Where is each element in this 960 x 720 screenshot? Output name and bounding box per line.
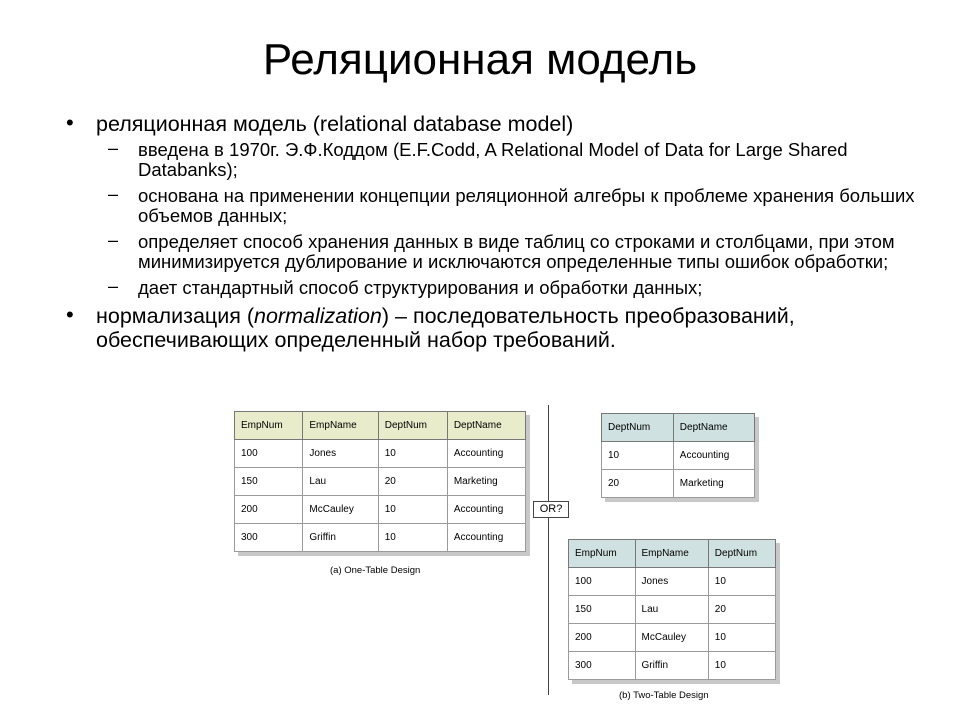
table-cell: Accounting xyxy=(447,524,525,552)
sub-bullet xyxy=(60,278,920,298)
table-row xyxy=(235,440,526,468)
table-cell: Jones xyxy=(635,568,708,596)
sub-bullet-text: основана на применении концепции реляционной алгебры к проблеме хранения больших объемов данных; xyxy=(138,185,915,226)
table-cell: McCauley xyxy=(635,624,708,652)
dash-icon: – xyxy=(108,230,119,250)
or-label: OR? xyxy=(533,501,569,518)
bullet-list xyxy=(60,112,920,356)
table-cell: 20 xyxy=(378,468,447,496)
table-cell: 150 xyxy=(235,468,303,496)
normalization-after: ) – последовательность преобразований, обеспечивающих определенный набор требований. xyxy=(96,304,795,352)
dash-icon: – xyxy=(108,276,119,296)
table-cell: 10 xyxy=(602,442,674,470)
table-cell: 200 xyxy=(569,624,636,652)
sub-bullet xyxy=(60,140,920,180)
table-cell: 10 xyxy=(708,652,775,680)
dept-table xyxy=(601,413,755,498)
table-cell: 10 xyxy=(708,624,775,652)
table-row xyxy=(235,496,526,524)
dash-icon: – xyxy=(108,184,119,204)
separator-line xyxy=(548,405,549,695)
column-header: DeptNum xyxy=(378,412,447,440)
table-cell: 300 xyxy=(569,652,636,680)
table-cell: Accounting xyxy=(673,442,754,470)
bullet-relational-model xyxy=(60,112,920,136)
table-cell: 300 xyxy=(235,524,303,552)
column-header: EmpName xyxy=(635,540,708,568)
sub-bullet-text: дает стандартный способ структурирования и обработки данных; xyxy=(138,277,703,298)
column-header: EmpNum xyxy=(569,540,636,568)
table-row xyxy=(569,568,776,596)
table-cell: 10 xyxy=(378,524,447,552)
table-cell: Lau xyxy=(635,596,708,624)
emp-table xyxy=(568,539,776,680)
one-table-caption: (a) One-Table Design xyxy=(330,565,421,576)
table-row xyxy=(569,624,776,652)
table-row xyxy=(569,652,776,680)
table-cell: Marketing xyxy=(447,468,525,496)
table-cell: 10 xyxy=(378,440,447,468)
table-cell: 10 xyxy=(378,496,447,524)
table-cell: McCauley xyxy=(303,496,378,524)
normalization-term: normalization xyxy=(254,304,382,328)
table-row xyxy=(235,524,526,552)
table-row xyxy=(602,442,755,470)
table-cell: Griffin xyxy=(303,524,378,552)
table-cell: 20 xyxy=(708,596,775,624)
table-cell: 10 xyxy=(708,568,775,596)
sub-bullet-text: определяет способ хранения данных в виде таблиц со строками и столбцами, при этом минимизируется дублирование и исключаются определенные типы ошибок обработки; xyxy=(138,231,895,272)
table-cell: 20 xyxy=(602,470,674,498)
table-cell: Lau xyxy=(303,468,378,496)
normalization-before: нормализация ( xyxy=(96,304,254,328)
column-header: EmpName xyxy=(303,412,378,440)
slide-title: Реляционная модель xyxy=(262,35,698,84)
bullet-dot-icon: • xyxy=(66,302,74,327)
table-cell: Accounting xyxy=(447,496,525,524)
sub-bullet xyxy=(60,186,920,226)
bullet-text: реляционная модель (relational database model) xyxy=(96,112,574,136)
table-row xyxy=(569,596,776,624)
table-row xyxy=(602,470,755,498)
table-cell: Jones xyxy=(303,440,378,468)
column-header: DeptNum xyxy=(602,414,674,442)
sub-bullet-text: введена в 1970г. Э.Ф.Коддом (E.F.Codd, A Relational Model of Data for Large Shared Databanks); xyxy=(138,139,848,180)
table-cell: 100 xyxy=(235,440,303,468)
column-header: DeptName xyxy=(673,414,754,442)
bullet-dot-icon: • xyxy=(66,110,74,135)
bullet-normalization xyxy=(60,304,920,352)
two-table-caption: (b) Two-Table Design xyxy=(619,690,709,701)
dash-icon: – xyxy=(108,138,119,158)
table-cell: Accounting xyxy=(447,440,525,468)
column-header: DeptName xyxy=(447,412,525,440)
table-cell: 200 xyxy=(235,496,303,524)
table-row xyxy=(235,468,526,496)
sub-bullet xyxy=(60,232,920,272)
table-cell: Marketing xyxy=(673,470,754,498)
column-header: EmpNum xyxy=(235,412,303,440)
one-table-design xyxy=(234,411,526,552)
table-cell: Griffin xyxy=(635,652,708,680)
column-header: DeptNum xyxy=(708,540,775,568)
table-cell: 150 xyxy=(569,596,636,624)
table-cell: 100 xyxy=(569,568,636,596)
